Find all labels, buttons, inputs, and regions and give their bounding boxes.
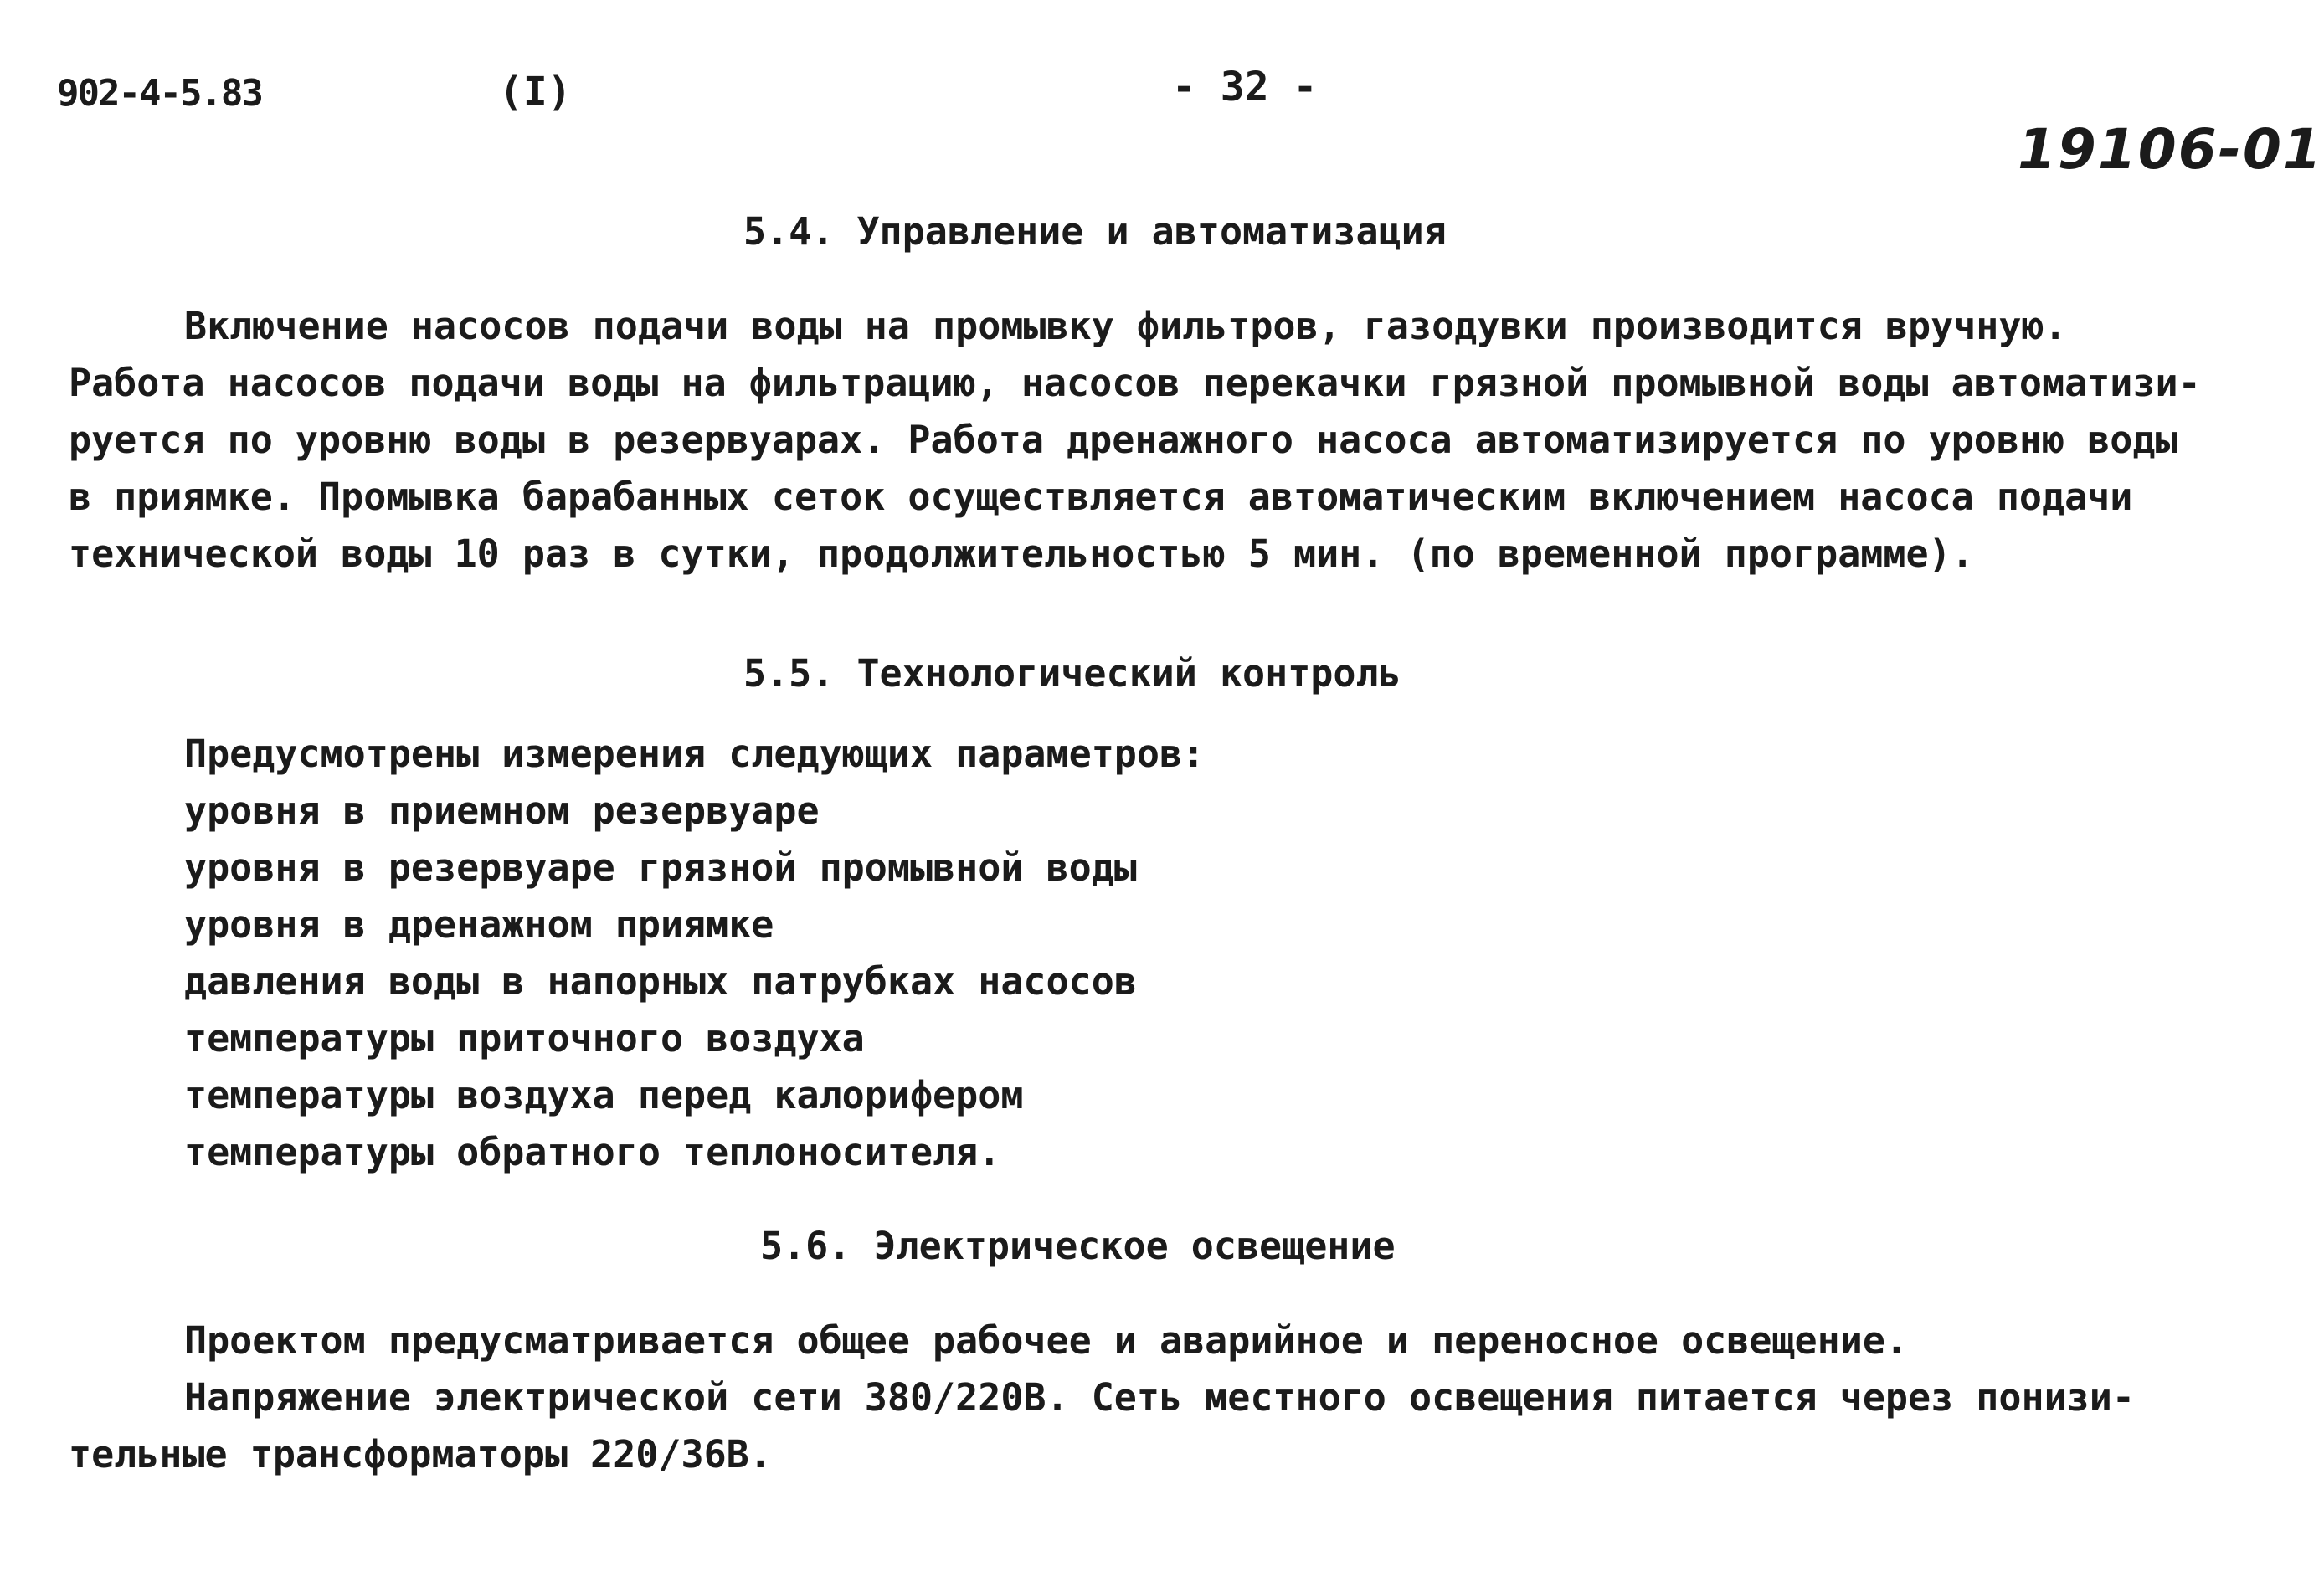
list-item: уровня в резервуаре грязной промывной воды: [184, 845, 1137, 890]
section-heading-5-5: 5.5. Технологический контроль: [743, 651, 1401, 696]
part-number: (I): [499, 69, 572, 116]
paragraph-line: Напряжение электрической сети 380/220В. Сеть местного освещения питается через понизи-: [184, 1375, 2135, 1420]
paragraph-line: Работа насосов подачи воды на фильтрацию, насосов перекачки грязной промывной воды автоматизи-: [69, 361, 2201, 405]
section-heading-5-6: 5.6. Электрическое освещение: [760, 1224, 1396, 1268]
list-item: температуры обратного теплоносителя.: [184, 1130, 1001, 1174]
list-item: уровня в приемном резервуаре: [184, 788, 820, 833]
paragraph-line: технической воды 10 раз в сутки, продолжительностью 5 мин. (по временной программе).: [69, 532, 1974, 576]
page-number: - 32 -: [1172, 64, 1318, 110]
paragraph-line: Включение насосов подачи воды на промывку фильтров, газодувки производится вручную.: [184, 304, 2067, 348]
list-item: температуры воздуха перед калорифером: [184, 1073, 1024, 1117]
section-heading-5-4: 5.4. Управление и автоматизация: [743, 209, 1447, 254]
paragraph-line: руется по уровню воды в резервуарах. Работа дренажного насоса автоматизируется по уровню воды: [69, 418, 2178, 462]
list-item: давления воды в напорных патрубках насосов: [184, 959, 1137, 1004]
paragraph-line: в приямке. Промывка барабанных сеток осуществляется автоматическим включением насоса подачи: [69, 475, 2133, 519]
paragraph-line: Проектом предусматривается общее рабочее и аварийное и переносное освещение.: [184, 1318, 1909, 1363]
list-intro: Предусмотрены измерения следующих параметров:: [184, 732, 1206, 776]
document-code: 902-4-5.83: [57, 72, 262, 115]
paragraph-line: тельные трансформаторы 220/36В.: [69, 1432, 772, 1477]
inventory-number: 19106-01: [2018, 117, 2323, 182]
list-item: уровня в дренажном приямке: [184, 902, 774, 947]
list-item: температуры приточного воздуха: [184, 1016, 865, 1061]
